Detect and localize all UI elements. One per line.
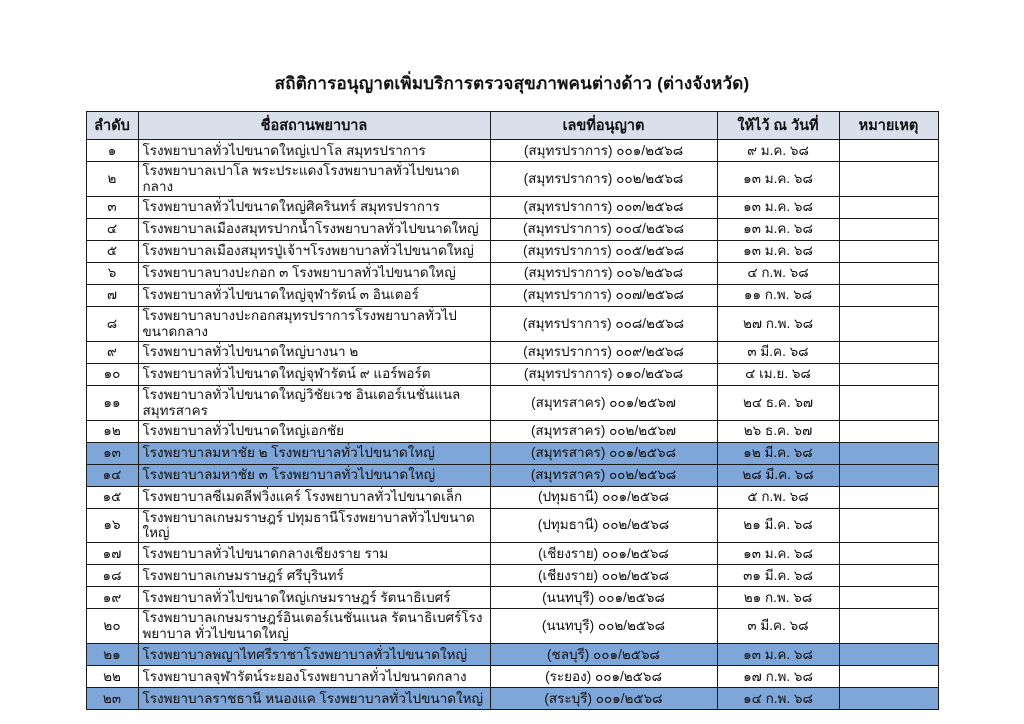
cell-name: โรงพยาบาลมหาชัย ๒ โรงพยาบาลทั่วไปขนาดใหญ่ — [138, 442, 490, 464]
permits-table — [86, 111, 939, 710]
cell-no: ๑๔ — [86, 464, 138, 486]
cell-note — [839, 218, 938, 240]
table-row — [86, 565, 938, 587]
table-row — [86, 508, 938, 543]
table-row — [86, 644, 938, 666]
cell-date: ๔ เม.ย. ๖๘ — [717, 363, 839, 385]
header-no: ลำดับ — [86, 112, 138, 140]
cell-date: ๒๔ ธ.ค. ๖๗ — [717, 385, 839, 420]
cell-no: ๑๒ — [86, 420, 138, 442]
cell-permit: (ปทุมธานี) ๐๐๑/๒๕๖๘ — [490, 486, 717, 508]
cell-note — [839, 644, 938, 666]
cell-note — [839, 363, 938, 385]
cell-note — [839, 486, 938, 508]
cell-permit: (สมุทรปราการ) ๐๐๓/๒๕๖๘ — [490, 196, 717, 218]
cell-name: โรงพยาบาลเมืองสมุทรปู่เจ้าฯโรงพยาบาลทั่วไปขนาดใหญ่ — [138, 240, 490, 262]
cell-no: ๗ — [86, 284, 138, 306]
table-row — [86, 284, 938, 306]
cell-note — [839, 196, 938, 218]
cell-name: โรงพยาบาลทั่วไปขนาดใหญ่จุฬารัตน์ ๓ อินเตอร์ — [138, 284, 490, 306]
cell-no: ๒๐ — [86, 609, 138, 644]
cell-name: โรงพยาบาลทั่วไปขนาดกลางเชียงราย ราม — [138, 543, 490, 565]
cell-note — [839, 162, 938, 197]
cell-note — [839, 508, 938, 543]
cell-permit: (เชียงราย) ๐๐๑/๒๕๖๘ — [490, 543, 717, 565]
cell-permit: (สระบุรี) ๐๐๑/๒๕๖๘ — [490, 688, 717, 710]
cell-permit: (ปทุมธานี) ๐๐๒/๒๕๖๘ — [490, 508, 717, 543]
cell-date: ๑๔ ก.พ. ๖๘ — [717, 688, 839, 710]
cell-no: ๑๕ — [86, 486, 138, 508]
cell-date: ๑๓ ม.ค. ๖๘ — [717, 196, 839, 218]
cell-name: โรงพยาบาลเกษมราษฎร์ ศรีบุรินทร์ — [138, 565, 490, 587]
cell-no: ๑๐ — [86, 363, 138, 385]
cell-no: ๖ — [86, 262, 138, 284]
cell-permit: (สมุทรปราการ) ๐๐๔/๒๕๖๘ — [490, 218, 717, 240]
cell-no: ๓ — [86, 196, 138, 218]
cell-date: ๓ มี.ค. ๖๘ — [717, 341, 839, 363]
cell-name: โรงพยาบาลพญาไทศรีราชาโรงพยาบาลทั่วไปขนาดใหญ่ — [138, 644, 490, 666]
cell-name: โรงพยาบาลทั่วไปขนาดใหญ่เอกชัย — [138, 420, 490, 442]
table-row — [86, 306, 938, 341]
cell-note — [839, 284, 938, 306]
cell-name: โรงพยาบาลเปาโล พระประแดงโรงพยาบาลทั่วไปขนาดกลาง — [138, 162, 490, 197]
cell-date: ๕ ก.พ. ๖๘ — [717, 486, 839, 508]
table-row — [86, 218, 938, 240]
cell-name: โรงพยาบาลมหาชัย ๓ โรงพยาบาลทั่วไปขนาดใหญ่ — [138, 464, 490, 486]
table-row — [86, 140, 938, 162]
cell-note — [839, 609, 938, 644]
cell-date: ๑๑ ก.พ. ๖๘ — [717, 284, 839, 306]
cell-no: ๑๘ — [86, 565, 138, 587]
table-row — [86, 341, 938, 363]
cell-no: ๔ — [86, 218, 138, 240]
table-row — [86, 442, 938, 464]
header-name: ชื่อสถานพยาบาล — [138, 112, 490, 140]
table-row — [86, 609, 938, 644]
cell-no: ๑ — [86, 140, 138, 162]
cell-no: ๒ — [86, 162, 138, 197]
cell-note — [839, 587, 938, 609]
cell-note — [839, 262, 938, 284]
cell-date: ๒๑ ก.พ. ๖๘ — [717, 587, 839, 609]
cell-permit: (สมุทรปราการ) ๐๐๗/๒๕๖๘ — [490, 284, 717, 306]
cell-name: โรงพยาบาลทั่วไปขนาดใหญ่บางนา ๒ — [138, 341, 490, 363]
cell-note — [839, 688, 938, 710]
table-row — [86, 385, 938, 420]
cell-no: ๒๑ — [86, 644, 138, 666]
table-row — [86, 262, 938, 284]
cell-note — [839, 306, 938, 341]
cell-name: โรงพยาบาลทั่วไปขนาดใหญ่เกษมราษฎร์ รัตนาธิเบศร์ — [138, 587, 490, 609]
table-row — [86, 162, 938, 197]
cell-date: ๔ ก.พ. ๖๘ — [717, 262, 839, 284]
cell-permit: (นนทบุรี) ๐๐๑/๒๕๖๘ — [490, 587, 717, 609]
cell-name: โรงพยาบาลทั่วไปขนาดใหญ่จุฬารัตน์ ๙ แอร์พอร์ต — [138, 363, 490, 385]
cell-date: ๓ มี.ค. ๖๘ — [717, 609, 839, 644]
cell-note — [839, 385, 938, 420]
table-row — [86, 587, 938, 609]
cell-date: ๑๓ ม.ค. ๖๘ — [717, 218, 839, 240]
cell-name: โรงพยาบาลทั่วไปขนาดใหญ่เปาโล สมุทรปราการ — [138, 140, 490, 162]
cell-note — [839, 420, 938, 442]
cell-name: โรงพยาบาลซีเมดลีฟวิ่งแคร์ โรงพยาบาลทั่วไปขนาดเล็ก — [138, 486, 490, 508]
table-row — [86, 486, 938, 508]
table-row — [86, 240, 938, 262]
cell-permit: (สมุทรปราการ) ๐๐๖/๒๕๖๘ — [490, 262, 717, 284]
cell-name: โรงพยาบาลเมืองสมุทรปากน้ำโรงพยาบาลทั่วไปขนาดใหญ่ — [138, 218, 490, 240]
cell-permit: (สมุทรปราการ) ๐๐๕/๒๕๖๘ — [490, 240, 717, 262]
cell-no: ๘ — [86, 306, 138, 341]
cell-date: ๒๑ มี.ค. ๖๘ — [717, 508, 839, 543]
cell-name: โรงพยาบาลราชธานี หนองแค โรงพยาบาลทั่วไปขนาดใหญ่ — [138, 688, 490, 710]
table-body — [86, 140, 938, 710]
cell-no: ๑๑ — [86, 385, 138, 420]
cell-note — [839, 442, 938, 464]
header-permit: เลขที่อนุญาต — [490, 112, 717, 140]
cell-note — [839, 240, 938, 262]
cell-no: ๑๓ — [86, 442, 138, 464]
cell-permit: (สมุทรปราการ) ๐๐๑/๒๕๖๘ — [490, 140, 717, 162]
cell-date: ๒๗ ก.พ. ๖๘ — [717, 306, 839, 341]
cell-permit: (สมุทรปราการ) ๐๑๐/๒๕๖๘ — [490, 363, 717, 385]
cell-permit: (ระยอง) ๐๐๑/๒๕๖๘ — [490, 666, 717, 688]
table-header-row — [86, 112, 938, 140]
cell-permit: (นนทบุรี) ๐๐๒/๒๕๖๘ — [490, 609, 717, 644]
cell-permit: (สมุทรสาคร) ๐๐๑/๒๕๖๗ — [490, 385, 717, 420]
header-note: หมายเหตุ — [839, 112, 938, 140]
cell-date: ๓๑ มี.ค. ๖๘ — [717, 565, 839, 587]
cell-date: ๒๘ มี.ค. ๖๘ — [717, 464, 839, 486]
cell-no: ๒๒ — [86, 666, 138, 688]
cell-date: ๑๓ ม.ค. ๖๘ — [717, 162, 839, 197]
cell-name: โรงพยาบาลทั่วไปขนาดใหญ่วิชัยเวช อินเตอร์เนชั่นแนล สมุทรสาคร — [138, 385, 490, 420]
table-row — [86, 688, 938, 710]
cell-date: ๑๒ มี.ค. ๖๘ — [717, 442, 839, 464]
table-row — [86, 196, 938, 218]
cell-date: ๑๓ ม.ค. ๖๘ — [717, 543, 839, 565]
cell-note — [839, 140, 938, 162]
cell-permit: (สมุทรสาคร) ๐๐๒/๒๕๖๗ — [490, 420, 717, 442]
cell-no: ๙ — [86, 341, 138, 363]
cell-date: ๑๓ ม.ค. ๖๘ — [717, 644, 839, 666]
cell-date: ๑๗ ก.พ. ๖๘ — [717, 666, 839, 688]
cell-note — [839, 464, 938, 486]
cell-permit: (สมุทรสาคร) ๐๐๒/๒๕๖๘ — [490, 464, 717, 486]
cell-permit: (เชียงราย) ๐๐๒/๒๕๖๘ — [490, 565, 717, 587]
cell-name: โรงพยาบาลจุฬารัตน์ระยองโรงพยาบาลทั่วไปขนาดกลาง — [138, 666, 490, 688]
cell-permit: (สมุทรสาคร) ๐๐๑/๒๕๖๘ — [490, 442, 717, 464]
cell-permit: (สมุทรปราการ) ๐๐๙/๒๕๖๘ — [490, 341, 717, 363]
table-row — [86, 464, 938, 486]
table-row — [86, 420, 938, 442]
cell-permit: (สมุทรปราการ) ๐๐๘/๒๕๖๘ — [490, 306, 717, 341]
header-date: ให้ไว้ ณ วันที่ — [717, 112, 839, 140]
cell-no: ๑๙ — [86, 587, 138, 609]
cell-date: ๒๖ ธ.ค. ๖๗ — [717, 420, 839, 442]
cell-note — [839, 341, 938, 363]
cell-permit: (สมุทรปราการ) ๐๐๒/๒๕๖๘ — [490, 162, 717, 197]
cell-name: โรงพยาบาลบางปะกอก ๓ โรงพยาบาลทั่วไปขนาดใหญ่ — [138, 262, 490, 284]
cell-name: โรงพยาบาลบางปะกอกสมุทรปราการโรงพยาบาลทั่วไปขนาดกลาง — [138, 306, 490, 341]
cell-date: ๙ ม.ค. ๖๘ — [717, 140, 839, 162]
table-row — [86, 666, 938, 688]
cell-no: ๑๖ — [86, 508, 138, 543]
cell-note — [839, 666, 938, 688]
cell-no: ๑๗ — [86, 543, 138, 565]
cell-permit: (ชลบุรี) ๐๐๑/๒๕๖๘ — [490, 644, 717, 666]
cell-name: โรงพยาบาลเกษมราษฎร์อินเตอร์เนชั่นแนล รัตนาธิเบศร์โรงพยาบาล ทั่วไปขนาดใหญ่ — [138, 609, 490, 644]
cell-no: ๕ — [86, 240, 138, 262]
cell-note — [839, 565, 938, 587]
table-row — [86, 543, 938, 565]
page-title: สถิติการอนุญาตเพิ่มบริการตรวจสุขภาพคนต่างด้าว (ต่างจังหวัด) — [274, 74, 750, 93]
cell-no: ๒๓ — [86, 688, 138, 710]
cell-note — [839, 543, 938, 565]
cell-name: โรงพยาบาลทั่วไปขนาดใหญ่ศิครินทร์ สมุทรปราการ — [138, 196, 490, 218]
table-row — [86, 363, 938, 385]
cell-date: ๑๓ ม.ค. ๖๘ — [717, 240, 839, 262]
cell-name: โรงพยาบาลเกษมราษฎร์ ปทุมธานีโรงพยาบาลทั่วไปขนาดใหญ่ — [138, 508, 490, 543]
